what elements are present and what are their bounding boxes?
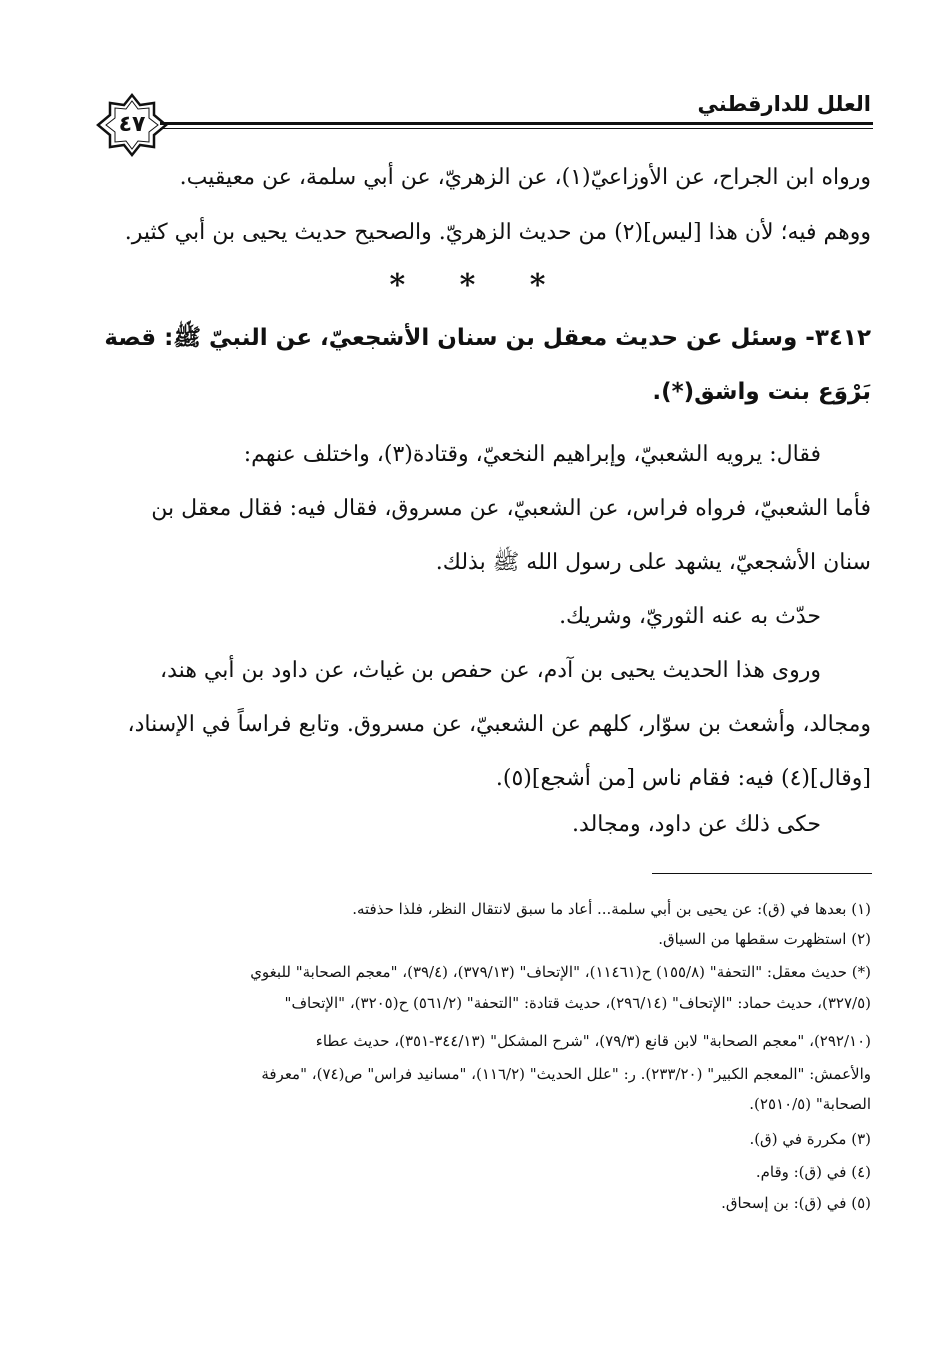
footnote: (٤) في (ق): وقام.: [755, 1163, 871, 1181]
footnote: والأعمش: "المعجم الكبير" (٢٣٣/٢٠). ر: "علل الحديث" (١١٦/٢)، "مسانيد فراس" ص(٧٤)، "معرفة: [261, 1065, 871, 1083]
running-title: العلل للدارقطني: [697, 92, 871, 116]
footnote: (٥) في (ق): بن إسحاق.: [721, 1194, 871, 1212]
page-number: ٤٧: [118, 112, 146, 137]
text-line: ورواه ابن الجراح، عن الأوزاعيّ(١)، عن الزهريّ، عن أبي سلمة، عن معيقيب.: [179, 165, 871, 190]
text-line: ومجالد، وأشعث بن سوّار، كلهم عن الشعبيّ، عن مسروق. وتابع فراساً في الإسناد،: [127, 712, 871, 737]
text-line: ووهم فيه؛ لأن هذا [ليس](٢) من حديث الزهريّ. والصحيح حديث يحيى بن أبي كثير.: [124, 220, 871, 245]
text-line: فقال: يرويه الشعبيّ، وإبراهيم النخعيّ، وقتادة(٣)، واختلف عنهم:: [243, 442, 821, 467]
footnote: (١) بعدها في (ق): عن يحيى بن أبي سلمة... أعاد ما سبق لانتقال النظر، فلذا حذفته.: [352, 900, 871, 918]
page-number-badge: [96, 93, 168, 157]
text-line: سنان الأشجعيّ، يشهد على رسول الله ﷺ بذلك.: [435, 550, 871, 575]
text-line: [وقال](٤) فيه: فقام ناس [من أشجع](٥).: [495, 766, 871, 791]
footnote: (٢٩٢/١٠)، "معجم الصحابة" لابن قانع (٧٩/٣)، "شرح المشكل" (٣٤٤/١٣-٣٥١)، حديث عطاء: [315, 1032, 871, 1050]
footnote: (٢) استظهرت سقطها من السياق.: [658, 930, 871, 948]
header-rule: [160, 122, 873, 134]
footnote: (٣) مكررة في (ق).: [749, 1130, 871, 1148]
text-line: فأما الشعبيّ، فرواه فراس، عن الشعبيّ، عن مسروق، فقال فيه: فقال معقل بن: [151, 496, 871, 521]
text-line: حكى ذلك عن داود، ومجالد.: [572, 812, 821, 837]
question-heading: ٣٤١٢- وسئل عن حديث معقل بن سنان الأشجعيّ، عن النبيّ ﷺ: قصة: [104, 325, 871, 351]
footnote: (*) حديث معقل: "التحفة" (١٥٥/٨) ح(١١٤٦١)، "الإتحاف" (٣٧٩/١٣)، (٣٩/٤)، "معجم الصحابة" للبغوي: [250, 963, 871, 981]
text-line: حدّث به عنه الثوريّ، وشريك.: [559, 604, 821, 629]
footnote: (٣٢٧/٥)، حديث حماد: "الإتحاف" (٢٩٦/١٤)، حديث قتادة: "التحفة" (٥٦١/٢) ح(٣٢٠٥)، "الإتحاف": [284, 994, 871, 1012]
footnote: الصحابة" (٢٥١٠/٥).: [749, 1095, 871, 1113]
text-line: وروى هذا الحديث يحيى بن آدم، عن حفص بن غياث، عن داود بن أبي هند،: [160, 658, 821, 683]
question-heading-cont: بَرْوَع بنت واشق(*).: [652, 379, 871, 405]
section-separator: * * *: [389, 268, 550, 303]
footnote-rule: [652, 873, 872, 874]
